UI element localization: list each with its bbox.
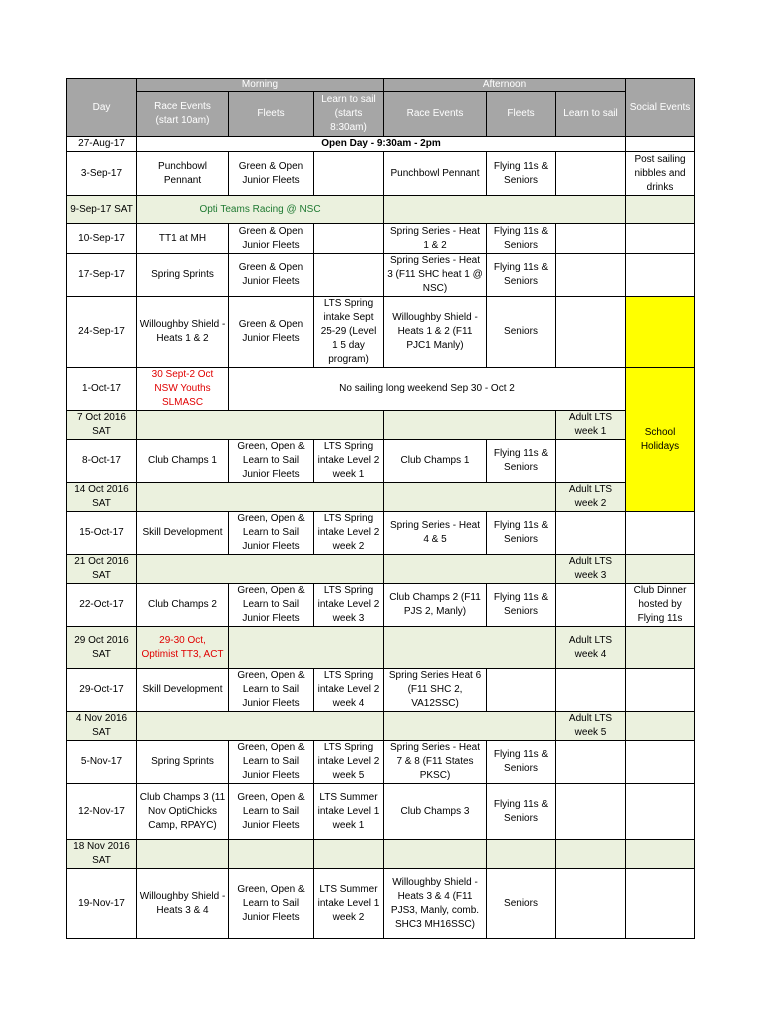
header-social-events: Social Events [626,79,695,137]
am-race-cell: Willoughby Shield - Heats 3 & 4 [137,869,229,939]
am-race-cell: 30 Sept-2 Oct NSW Youths SLMASC [137,368,229,411]
pm-lts-cell [556,869,626,939]
social-cell [626,784,695,840]
header-day: Day [67,79,137,137]
day-cell: 10-Sep-17 [67,224,137,254]
header-am-learn-to-sail: Learn to sail (starts 8:30am) [314,92,384,137]
table-row [67,196,695,224]
morning-cell [137,712,384,741]
am-fleets-cell: Green, Open & Learn to Sail Junior Fleets [229,669,314,712]
table-row [67,411,695,440]
school-holidays-cell: School Holidays [626,368,695,512]
day-cell: 15-Oct-17 [67,512,137,555]
header-afternoon: Afternoon [384,79,626,92]
afternoon-cell [384,712,556,741]
day-cell: 3-Sep-17 [67,152,137,196]
day-cell: 22-Oct-17 [67,584,137,627]
morning-cell [229,627,384,669]
header-pm-learn-to-sail: Learn to sail [556,92,626,137]
am-fleets-cell: Green & Open Junior Fleets [229,297,314,368]
social-cell-highlight [626,297,695,368]
am-race-cell: Skill Development [137,512,229,555]
am-lts-cell [314,840,384,869]
table-row [67,669,695,712]
am-fleets-cell [229,840,314,869]
am-lts-cell: LTS Spring intake Level 2 week 2 [314,512,384,555]
am-fleets-cell: Green, Open & Learn to Sail Junior Fleets [229,784,314,840]
pm-lts-cell [556,224,626,254]
morning-cell [137,483,384,512]
am-fleets-cell: Green & Open Junior Fleets [229,152,314,196]
day-cell: 29-Oct-17 [67,669,137,712]
day-cell: 27-Aug-17 [67,137,137,152]
am-lts-cell: LTS Spring intake Level 2 week 3 [314,584,384,627]
pm-lts-cell [556,584,626,627]
social-cell [626,712,695,741]
am-race-cell: Punchbowl Pennant [137,152,229,196]
pm-fleets-cell: Flying 11s & Seniors [487,741,556,784]
pm-race-cell: Willoughby Shield - Heats 1 & 2 (F11 PJC1 Manly) [384,297,487,368]
pm-lts-cell [556,297,626,368]
afternoon-cell [384,411,556,440]
pm-race-cell: Spring Series - Heat 3 (F11 SHC heat 1 @ NSC) [384,254,487,297]
am-fleets-cell: Green, Open & Learn to Sail Junior Fleets [229,440,314,483]
header-morning: Morning [137,79,384,92]
afternoon-cell [384,627,556,669]
pm-race-cell: Willoughby Shield - Heats 3 & 4 (F11 PJS3, Manly, comb. SHC3 MH16SSC) [384,869,487,939]
am-race-cell: TT1 at MH [137,224,229,254]
pm-fleets-cell [487,840,556,869]
pm-fleets-cell: Seniors [487,869,556,939]
header-pm-fleets: Fleets [487,92,556,137]
am-lts-cell [314,152,384,196]
pm-lts-cell [556,741,626,784]
pm-race-cell: Spring Series - Heat 4 & 5 [384,512,487,555]
am-race-cell: Club Champs 2 [137,584,229,627]
table-row [67,137,695,152]
table-row [67,627,695,669]
pm-fleets-cell [487,669,556,712]
day-cell: 7 Oct 2016 SAT [67,411,137,440]
pm-race-cell: Spring Series - Heat 7 & 8 (F11 States PKSC) [384,741,487,784]
am-fleets-cell: Green & Open Junior Fleets [229,224,314,254]
am-race-cell: Club Champs 3 (11 Nov OptiChicks Camp, RPAYC) [137,784,229,840]
pm-fleets-cell: Flying 11s & Seniors [487,784,556,840]
table-row [67,555,695,584]
pm-fleets-cell: Flying 11s & Seniors [487,584,556,627]
pm-race-cell: Club Champs 3 [384,784,487,840]
pm-lts-cell: Adult LTS week 2 [556,483,626,512]
social-cell [626,840,695,869]
morning-cell [137,555,384,584]
social-cell [626,869,695,939]
am-lts-cell: LTS Summer intake Level 1 week 2 [314,869,384,939]
header-am-race-events: Race Events (start 10am) [137,92,229,137]
table-row [67,584,695,627]
am-race-cell: Club Champs 1 [137,440,229,483]
social-cell [626,254,695,297]
table-row [67,152,695,196]
pm-lts-cell: Adult LTS week 1 [556,411,626,440]
day-cell: 9-Sep-17 SAT [67,196,137,224]
sailing-schedule-table [66,78,695,939]
am-race-cell: Skill Development [137,669,229,712]
pm-lts-cell [556,784,626,840]
pm-race-cell: Spring Series - Heat 1 & 2 [384,224,487,254]
header-am-fleets: Fleets [229,92,314,137]
pm-fleets-cell: Flying 11s & Seniors [487,440,556,483]
pm-lts-cell [556,152,626,196]
day-cell: 12-Nov-17 [67,784,137,840]
pm-race-cell: Club Champs 2 (F11 PJS 2, Manly) [384,584,487,627]
morning-cell [137,411,384,440]
table-row [67,712,695,741]
day-cell: 5-Nov-17 [67,741,137,784]
social-cell [626,137,695,152]
pm-fleets-cell: Seniors [487,297,556,368]
am-lts-cell [314,254,384,297]
pm-lts-cell: Adult LTS week 5 [556,712,626,741]
am-race-cell: Spring Sprints [137,741,229,784]
am-fleets-cell: Green, Open & Learn to Sail Junior Fleets [229,512,314,555]
long-weekend-note: No sailing long weekend Sep 30 - Oct 2 [229,368,626,411]
am-race-cell [137,840,229,869]
am-race-cell: 29-30 Oct, Optimist TT3, ACT [137,627,229,669]
header-row-sub [67,92,695,137]
am-race-cell: Willoughby Shield - Heats 1 & 2 [137,297,229,368]
pm-lts-cell [556,669,626,712]
open-day-note: Open Day - 9:30am - 2pm [137,137,626,152]
opti-teams-note: Opti Teams Racing @ NSC [137,196,384,224]
pm-race-cell: Club Champs 1 [384,440,487,483]
social-cell [626,669,695,712]
social-cell [626,196,695,224]
day-cell: 24-Sep-17 [67,297,137,368]
am-lts-cell: LTS Spring intake Sept 25-29 (Level 1 5 day program) [314,297,384,368]
table-row [67,741,695,784]
am-lts-cell [314,224,384,254]
day-cell: 29 Oct 2016 SAT [67,627,137,669]
pm-fleets-cell: Flying 11s & Seniors [487,254,556,297]
day-cell: 14 Oct 2016 SAT [67,483,137,512]
pm-fleets-cell: Flying 11s & Seniors [487,224,556,254]
pm-race-cell: Punchbowl Pennant [384,152,487,196]
social-cell: Post sailing nibbles and drinks [626,152,695,196]
table-row [67,440,695,483]
afternoon-cell [384,555,556,584]
table-row [67,840,695,869]
afternoon-cell [384,483,556,512]
day-cell: 18 Nov 2016 SAT [67,840,137,869]
social-cell: Club Dinner hosted by Flying 11s [626,584,695,627]
day-cell: 8-Oct-17 [67,440,137,483]
social-cell [626,224,695,254]
pm-race-cell [384,840,487,869]
social-cell [626,741,695,784]
table-row [67,297,695,368]
pm-fleets-cell: Flying 11s & Seniors [487,152,556,196]
pm-race-cell: Spring Series Heat 6 (F11 SHC 2, VA12SSC) [384,669,487,712]
day-cell: 21 Oct 2016 SAT [67,555,137,584]
day-cell: 4 Nov 2016 SAT [67,712,137,741]
day-cell: 1-Oct-17 [67,368,137,411]
am-fleets-cell: Green & Open Junior Fleets [229,254,314,297]
day-cell: 17-Sep-17 [67,254,137,297]
social-cell [626,555,695,584]
pm-lts-cell [556,254,626,297]
am-lts-cell: LTS Spring intake Level 2 week 1 [314,440,384,483]
am-lts-cell: LTS Summer intake Level 1 week 1 [314,784,384,840]
table-row [67,224,695,254]
am-fleets-cell: Green, Open & Learn to Sail Junior Fleets [229,584,314,627]
table-row [67,784,695,840]
am-fleets-cell: Green, Open & Learn to Sail Junior Fleets [229,869,314,939]
afternoon-cell [384,196,626,224]
pm-fleets-cell: Flying 11s & Seniors [487,512,556,555]
am-lts-cell: LTS Spring intake Level 2 week 4 [314,669,384,712]
header-pm-race-events: Race Events [384,92,487,137]
table-row [67,368,695,411]
table-row [67,483,695,512]
table-row [67,254,695,297]
table-row [67,869,695,939]
social-cell [626,627,695,669]
pm-lts-cell: Adult LTS week 4 [556,627,626,669]
social-cell [626,512,695,555]
am-lts-cell: LTS Spring intake Level 2 week 5 [314,741,384,784]
pm-lts-cell: Adult LTS week 3 [556,555,626,584]
pm-lts-cell [556,440,626,483]
table-row [67,512,695,555]
day-cell: 19-Nov-17 [67,869,137,939]
pm-lts-cell [556,840,626,869]
am-race-cell: Spring Sprints [137,254,229,297]
pm-lts-cell [556,512,626,555]
am-fleets-cell: Green, Open & Learn to Sail Junior Fleets [229,741,314,784]
header-row-top [67,79,695,92]
